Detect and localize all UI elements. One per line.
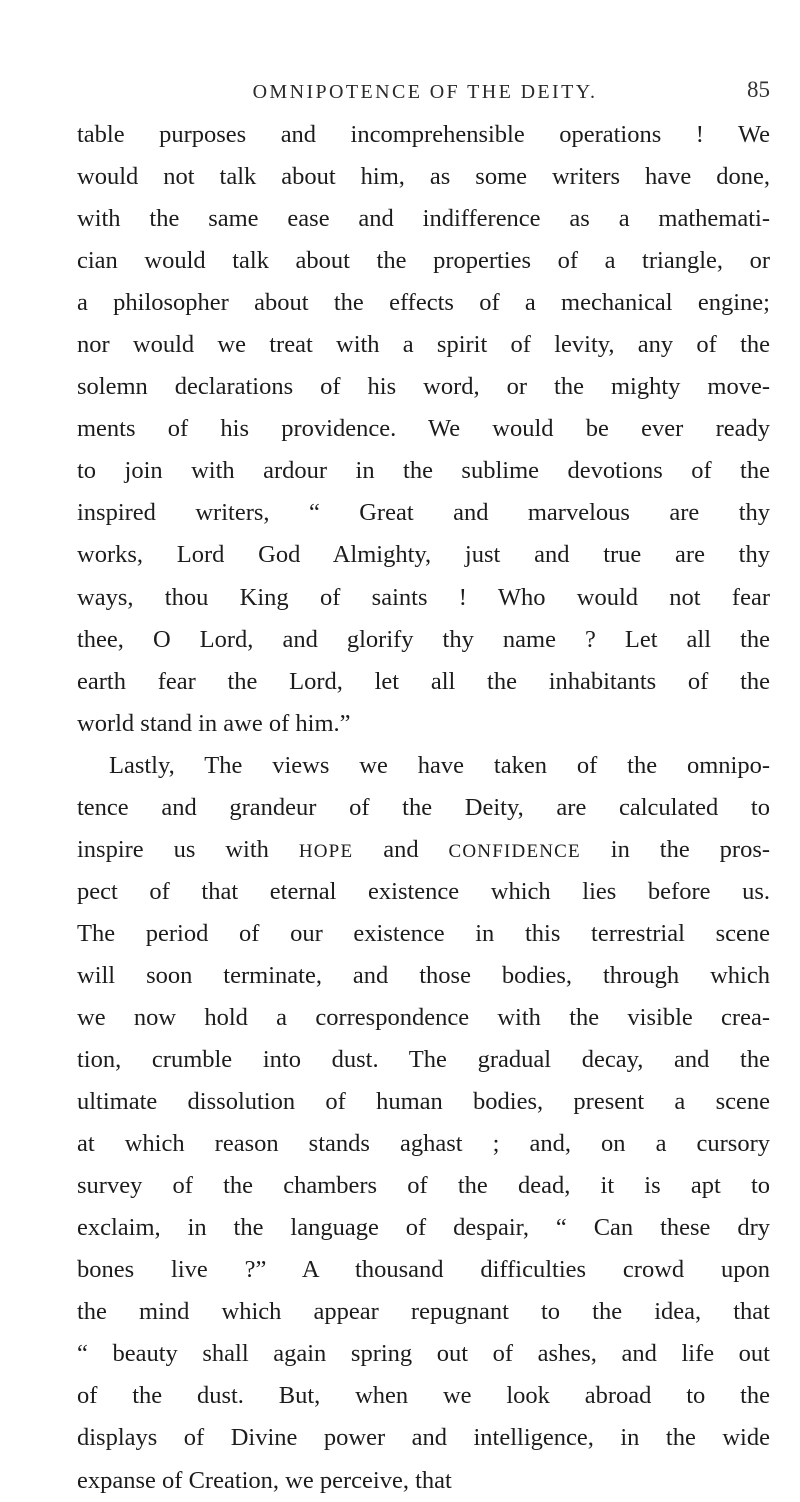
text-line: to join with ardour in the sublime devotions of the [77,457,770,485]
text-line: world stand in awe of him.” [77,709,351,737]
text-line-paragraph-start [77,745,770,787]
text-line: inspired writers, “ Great and marvelous are thy [77,499,770,527]
text-line: would not talk about him, as some writers have done, [77,163,770,191]
text-line: works, Lord God Almighty, just and true are thy [77,541,770,569]
text-line: thee, O Lord, and glorify thy name ? Let all the [77,625,770,653]
text-line: expanse of Creation, we perceive, that [77,1466,452,1494]
text-line: “ beauty shall again spring out of ashes, and life out [77,1340,770,1368]
text-line: will soon terminate, and those bodies, through which [77,961,770,989]
text-line: cian would talk about the properties of a triangle, or [77,247,770,275]
small-caps-hope: HOPE [298,840,354,862]
text-line: we now hold a correspondence with the visible crea- [77,1003,770,1031]
text-line: of the dust. But, when we look abroad to the [77,1382,770,1410]
text-line: table purposes and incomprehensible operations ! We [77,121,770,148]
text-line: exclaim, in the language of despair, “ Can these dry [77,1214,770,1242]
text-line: tion, crumble into dust. The gradual decay, and the [77,1046,770,1074]
text-line: the mind which appear repugnant to the idea, that [77,1298,770,1326]
text-run: inspire us with [77,835,299,863]
text-line: bones live ?” A thousand difficulties crowd upon [77,1256,770,1284]
text-line: a philosopher about the effects of a mechanical engine; [77,289,770,317]
text-line: with the same ease and indifference as a mathemati- [77,205,770,233]
text-line: displays of Divine power and intelligence, in the wide [77,1424,770,1452]
text-line: tence and grandeur of the Deity, are calculated to [77,793,770,821]
text-run: and [353,835,449,863]
text-line: ultimate dissolution of human bodies, present a scene [77,1088,770,1116]
text-line: nor would we treat with a spirit of levity, any of the [77,331,770,359]
text-line [77,829,770,871]
small-caps-confidence: CONFIDENCE [448,840,581,862]
text-line: survey of the chambers of the dead, it is apt to [77,1172,770,1200]
text-line: solemn declarations of his word, or the mighty move- [77,373,770,401]
page-number: 85 [747,77,770,102]
text-run: in the pros- [580,835,770,863]
running-title: OMNIPOTENCE OF THE DEITY. [252,81,598,103]
text-line: ments of his providence. We would be ever ready [77,415,770,443]
text-line: pect of that eternal existence which lies before us. [77,877,770,905]
text-line: ways, thou King of saints ! Who would not fear [77,583,770,611]
text-line: at which reason stands aghast ; and, on a cursory [77,1130,770,1158]
body-text [77,114,770,1502]
text-line: The period of our existence in this terrestrial scene [77,919,770,947]
text-line: earth fear the Lord, let all the inhabitants of the [77,667,770,695]
text-run: Lastly, The views we have taken of the omnipo- [109,751,770,779]
running-head [80,75,770,115]
